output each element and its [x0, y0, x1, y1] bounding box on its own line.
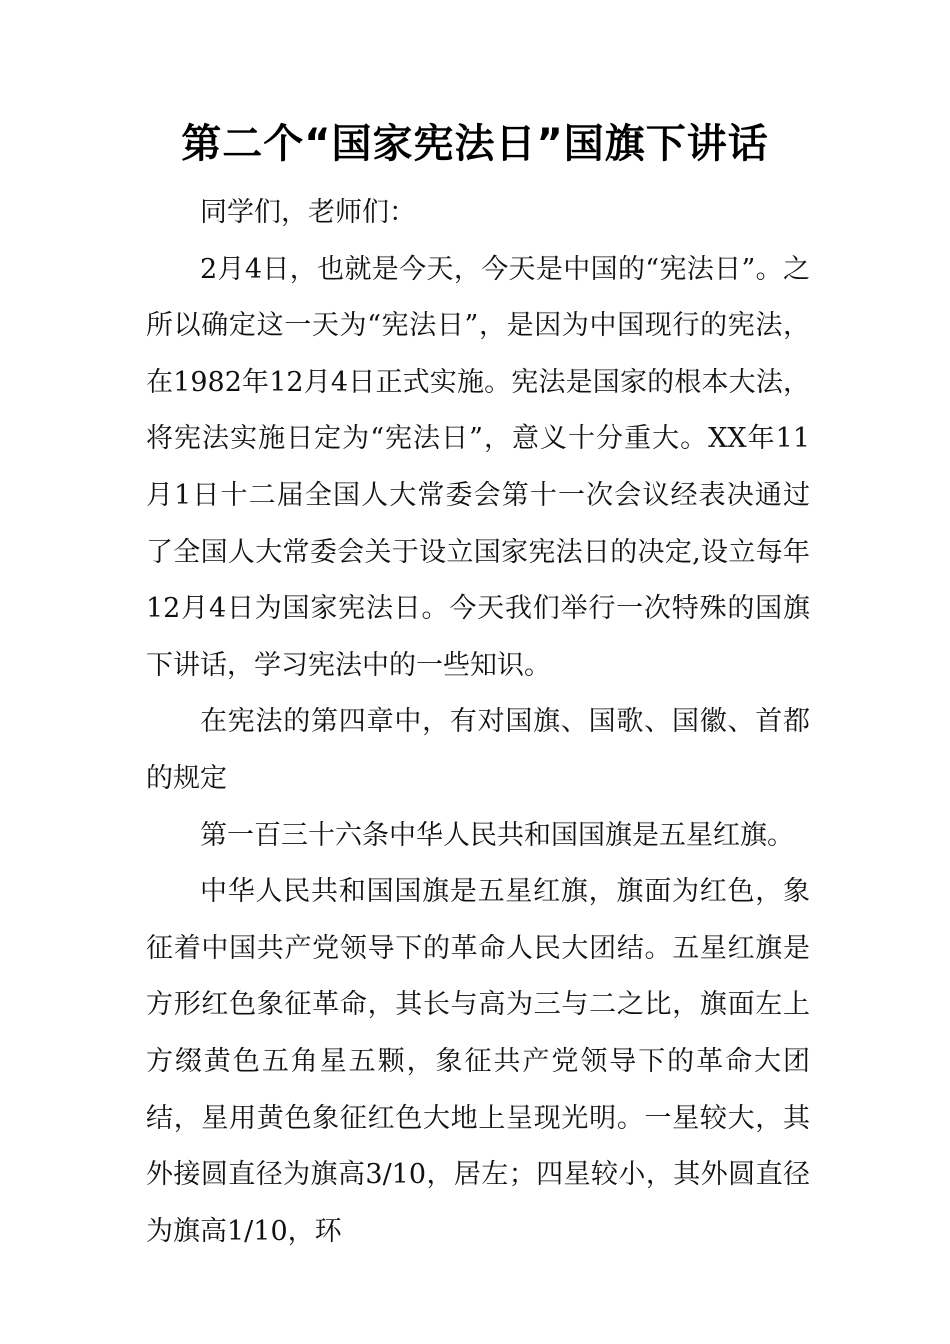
- paragraph-greeting: 同学们，老师们：: [200, 197, 416, 228]
- paragraph-constitution-day: 2月4日，也就是今天，今天是中国的“宪法日”。之所以确定这一天为“宪法日”，是因为中国现行的宪法，在1982年12月4日正式实施。宪法是国家的根本大法，将宪法实施日定为“宪法日”，意义十分重大。XX年11月1日十二届全国人大常委会第十一次会议经表决通过了全国人大常委会关于设立国家宪法日的决定,设立每年12月4日为国家宪法日。今天我们举行一次特殊的国旗下讲话，学习宪法中的一些知识。: [146, 253, 810, 681]
- document-body: [146, 185, 810, 1260]
- document-title: 第二个“国家宪法日”国旗下讲话: [181, 121, 769, 167]
- paragraph-chapter-four: 在宪法的第四章中，有对国旗、国歌、国徽、首都的规定: [146, 706, 810, 794]
- paragraph-flag-description: 中华人民共和国国旗是五星红旗，旗面为红色，象征着中国共产党领导下的革命人民大团结。五星红旗是方形红色象征革命，其长与高为三与二之比，旗面左上方缀黄色五角星五颗，象征共产党领导下的革命大团结，星用黄色象征红色大地上呈现光明。一星较大，其外接圆直径为旗高3/10，居左；四星较小，其外圆直径为旗高1/10，环: [146, 876, 810, 1247]
- paragraph-article-136: 第一百三十六条中华人民共和国国旗是五星红旗。: [200, 819, 794, 851]
